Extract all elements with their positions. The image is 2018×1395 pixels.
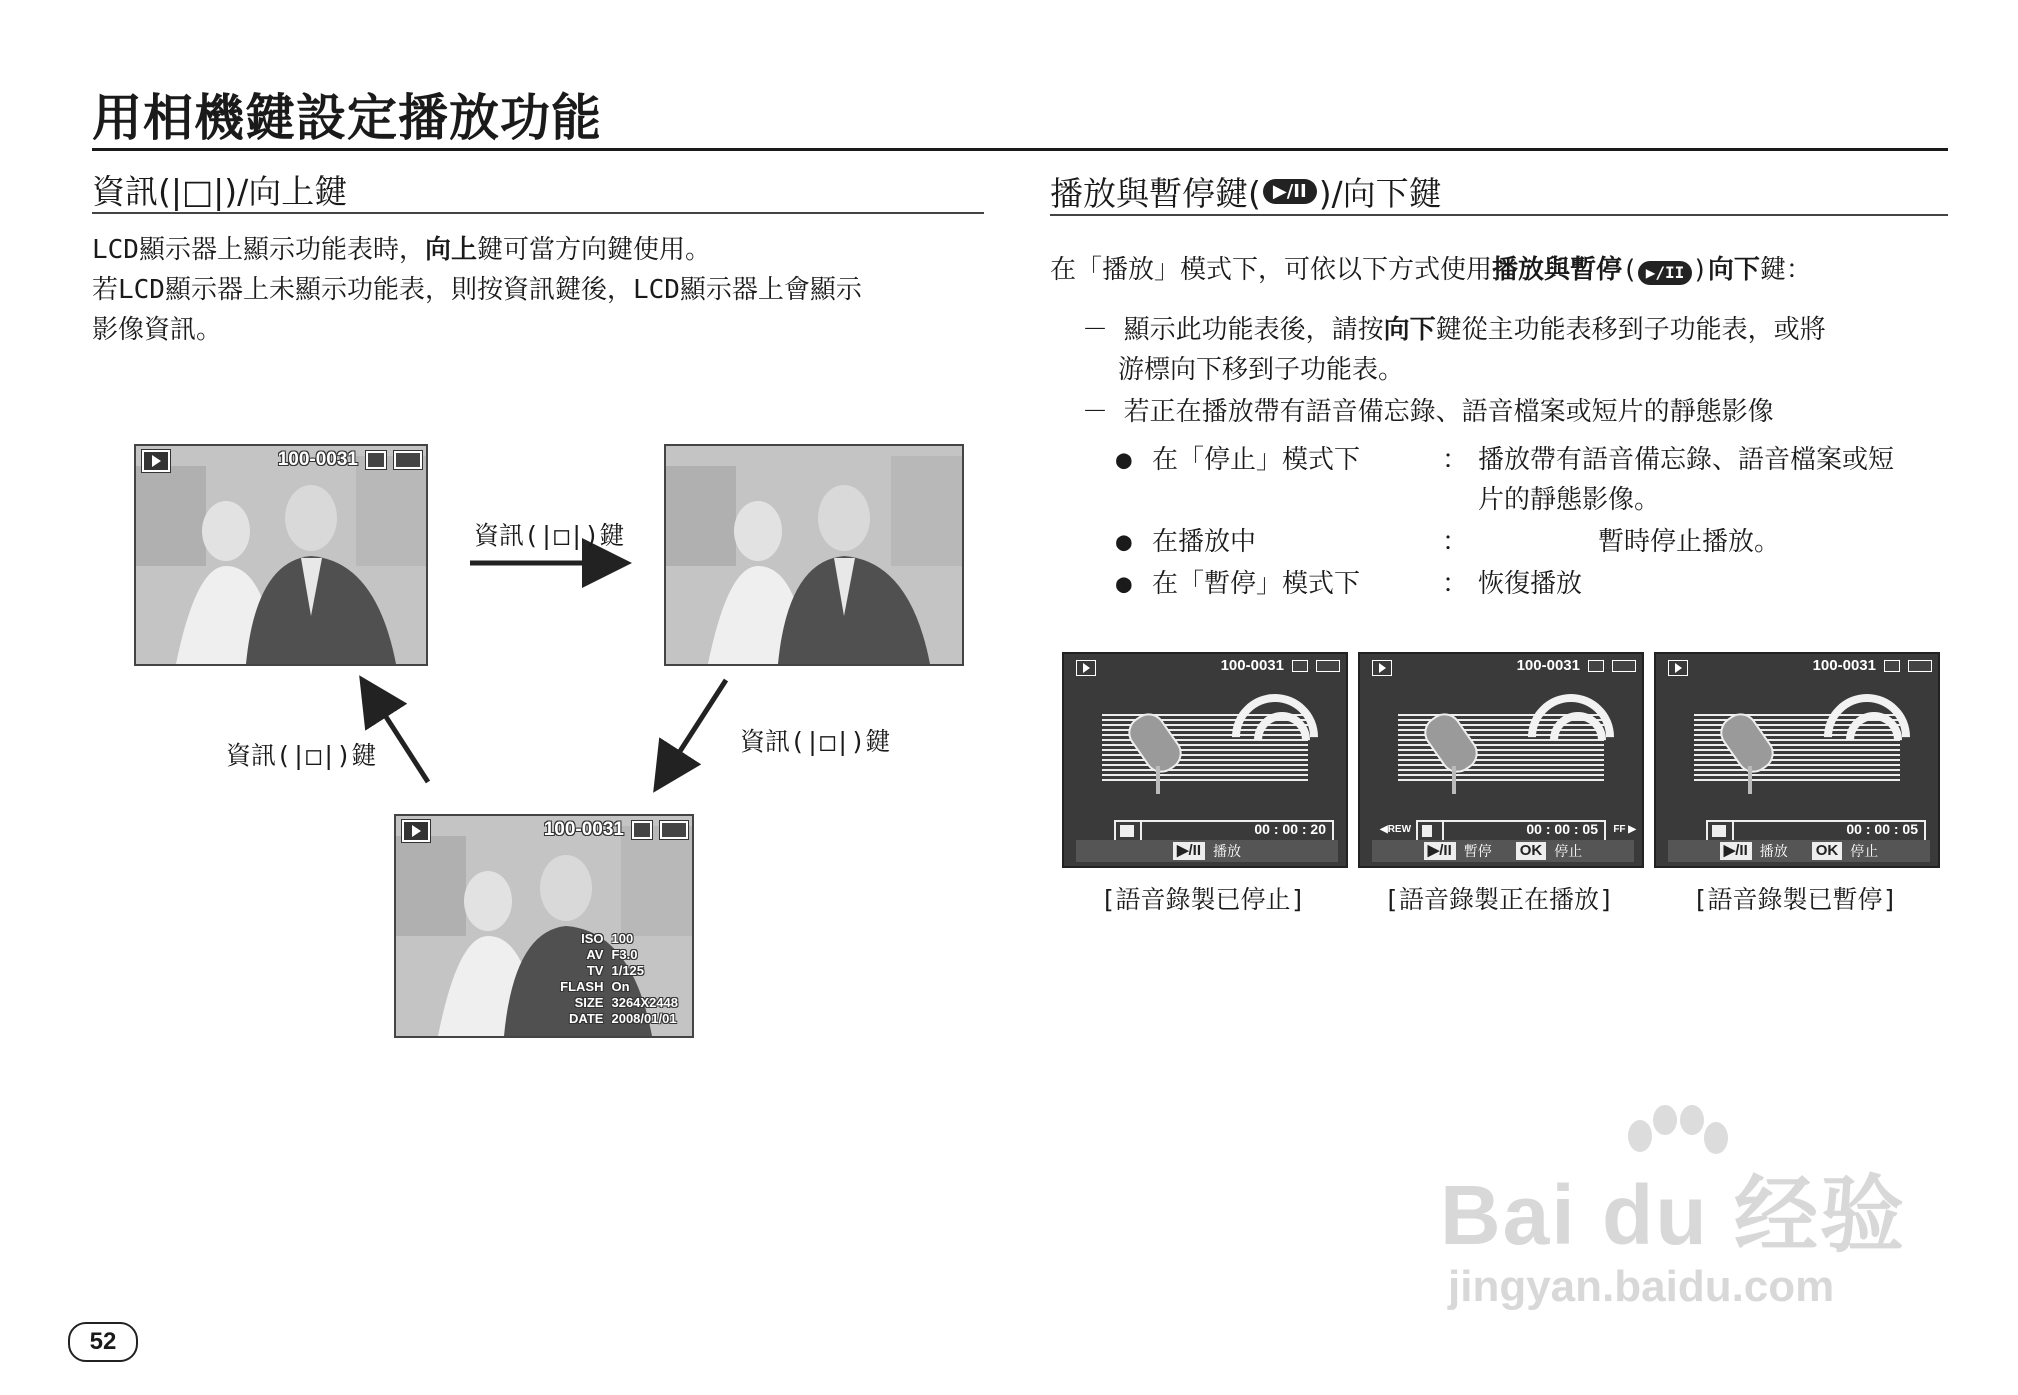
arrow-down-left bbox=[664, 680, 726, 776]
caption-paused: [語音錄製已暫停] bbox=[1692, 885, 1898, 914]
screen-top-bar: 100-0031 bbox=[1813, 657, 1932, 674]
left-section-title: 資訊(|□|)/向上鍵 bbox=[92, 172, 348, 211]
screen-top-bar: 100-0031 bbox=[1221, 657, 1340, 674]
battery-icon bbox=[1908, 660, 1932, 672]
control-bar: ▶/II 暫停 OK 停止 bbox=[1372, 840, 1634, 862]
baidu-watermark-url: jingyan.baidu.com bbox=[1448, 1262, 1835, 1311]
card-icon bbox=[1588, 660, 1604, 672]
arrow-label-top: 資訊(|□|)鍵 bbox=[474, 521, 625, 550]
play-mode-icon bbox=[1372, 660, 1392, 676]
bullet-list bbox=[1116, 440, 1956, 604]
info-row: AV F3.0 bbox=[586, 947, 638, 962]
page-number: 52 bbox=[68, 1322, 138, 1362]
dash-item-2: － 若正在播放帶有語音備忘錄、語音檔案或短片的靜態影像 bbox=[1082, 397, 1774, 427]
play-pause-key-icon: ▶/II bbox=[1638, 261, 1693, 285]
control-bar: ▶/II 播放 OK 停止 bbox=[1668, 840, 1930, 862]
caption-playing: [語音錄製正在播放] bbox=[1383, 885, 1615, 914]
progress-bar: 00 : 00 : 05 bbox=[1416, 820, 1606, 842]
play-pause-key: ▶/II bbox=[1173, 842, 1205, 860]
arrow-label-right: 資訊(|□|)鍵 bbox=[740, 727, 891, 756]
info-row: ISO 100 bbox=[581, 931, 634, 946]
control-bar: ▶/II 播放 bbox=[1076, 840, 1338, 862]
info-row: FLASH On bbox=[560, 979, 630, 994]
caption-stopped: [語音錄製已停止] bbox=[1100, 885, 1306, 914]
progress-bar: 00 : 00 : 05 bbox=[1706, 820, 1926, 842]
screen-playing bbox=[1358, 652, 1644, 868]
card-icon bbox=[1292, 660, 1308, 672]
play-pause-key: ▶/II bbox=[1424, 842, 1456, 860]
paw-icon bbox=[1620, 1104, 1730, 1164]
info-row: TV 1/125 bbox=[586, 963, 645, 978]
screen-stopped bbox=[1062, 652, 1348, 868]
screen-paused bbox=[1654, 652, 1940, 868]
card-icon bbox=[1884, 660, 1900, 672]
play-mode-icon bbox=[1076, 660, 1096, 676]
info-row: SIZE 3264X2448 bbox=[574, 995, 678, 1010]
left-section-body: LCD顯示器上顯示功能表時，向上鍵可當方向鍵使用。 若LCD顯示器上未顯示功能表，則按資訊鍵後，LCD顯示器上會顯示 影像資訊。 bbox=[92, 235, 862, 345]
bullet-item: ● 在播放中 ： 暫時停止播放。 bbox=[1116, 527, 1781, 557]
page-title: 用相機鍵設定播放功能 bbox=[92, 89, 602, 147]
osd-top-bar: 100-0031 bbox=[400, 818, 688, 842]
rew-label: ◀REW bbox=[1380, 824, 1412, 835]
bullet-item: ● 在「暫停」模式下 ： 恢復播放 bbox=[1116, 569, 1583, 599]
info-row: DATE 2008/01/01 bbox=[569, 1011, 677, 1026]
play-pause-key-icon: ▶/II bbox=[1263, 179, 1317, 204]
right-section-divider bbox=[1050, 214, 1948, 216]
play-pause-key: ▶/II bbox=[1720, 842, 1752, 860]
arrow-up-left bbox=[370, 692, 428, 782]
progress-bar: 00 : 00 : 20 bbox=[1114, 820, 1334, 842]
screen-top-bar: 100-0031 bbox=[1517, 657, 1636, 674]
ff-label: FF ▶ bbox=[1613, 824, 1636, 835]
ok-key: OK bbox=[1516, 842, 1547, 860]
ok-key: OK bbox=[1812, 842, 1843, 860]
osd-top-bar: 100-0031 bbox=[140, 448, 422, 472]
dash-item-1: － 顯示此功能表後，請按向下鍵從主功能表移到子功能表，或將 游標向下移到子功能表。 bbox=[1082, 315, 1826, 385]
battery-icon bbox=[1316, 660, 1340, 672]
battery-icon bbox=[1612, 660, 1636, 672]
arrow-label-left: 資訊(|□|)鍵 bbox=[226, 741, 377, 770]
right-intro: 在「播放」模式下，可依以下方式使用播放與暫停( ▶/II )向下鍵： bbox=[1050, 255, 1812, 285]
right-section-title: 播放與暫停鍵( ▶/II )/向下鍵 bbox=[1050, 174, 1442, 213]
play-mode-icon bbox=[1668, 660, 1688, 676]
baidu-watermark-logo: Bai du 经验 bbox=[1440, 1168, 1907, 1262]
bullet-item: ● 在「停止」模式下 ： 播放帶有語音備忘錄、語音檔案或短 片的靜態影像。 bbox=[1116, 445, 1895, 515]
